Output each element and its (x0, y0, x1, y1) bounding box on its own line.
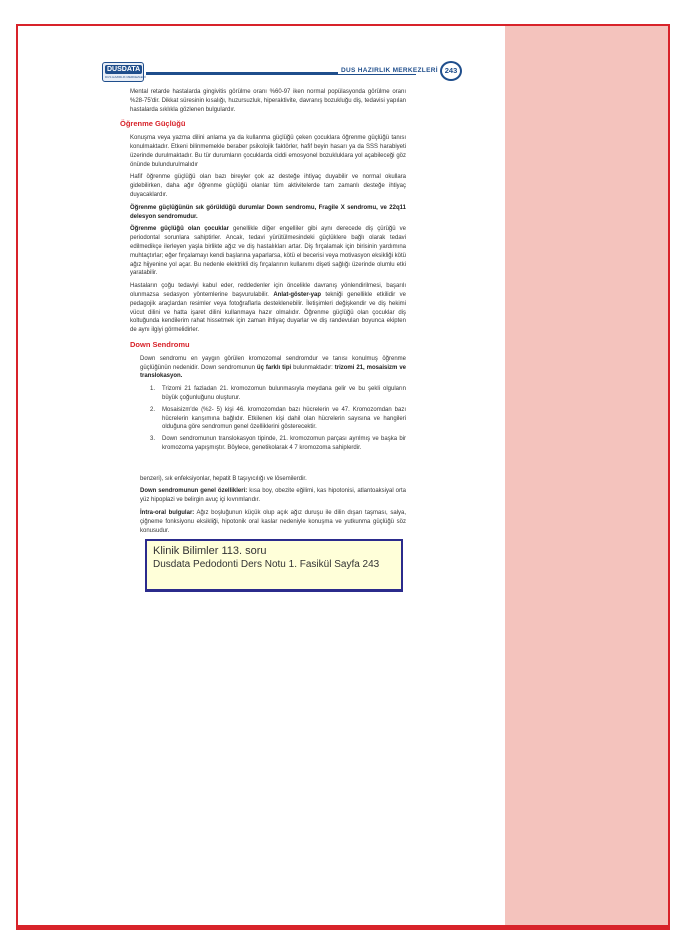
learning-p4-c: tekniği genellikle etkilidir ve pedagojik araçlardan resimler veya fotoğraflarla desteklenebilir. İletişimleri değişkendir ve diş hekimi vücut dilini ve hatta işaret dilini kullanmaya hazır olmalıdır. Öğrenme güçlüğü olan çocuklar diş koltuğunda kendilerim rahat hissetmek için zaman ihtiyaç duyarlar ve diş randevuları boyunca ekipten de aynı ilgiyi görmelidirler. (130, 291, 406, 334)
learning-paragraph-3 (130, 225, 406, 278)
list-item-number: 1. (150, 386, 156, 393)
list-item-number: 2. (150, 406, 156, 413)
logo-subtitle: DUS HAZIRLIK MERKEZLERİ (105, 75, 146, 79)
down-p1-a: Down sendromu en yaygın görülen kromozomal sendromdur ve tanısı konulmuş öğrenme güçlüğünün nedenidir. Down sendromunun (140, 355, 406, 371)
page-header (102, 60, 464, 84)
learning-p3-rest: genellikle diğer engelliler gibi aynı derecede diş çürüğü ve periodontal sorunlara sahiptirler. Ancak, tedavi yürütülmesindeki güçlüklere bağlı olarak tedavi edilmedikçe ilerleyen yaşla birlikte ağız ve diş hastalıkları artar. Diş fırçalamak için birisinin yardımına muhtaçtırlar; eğer fırçalamayı kendi başlarına yaparlarsa, kötü el becerisi veya motivasyon eksikliği kötü ağız hijyenine yol açar. Bu nedenle elektrikli diş fırçalarının kullanımı dişeti sağlığı üzerinde olumlu etki yaratabilir. (130, 226, 406, 277)
down-paragraph-4 (140, 509, 406, 535)
down-paragraph-1 (140, 355, 406, 381)
down-p1-d: trizomi 21, mosaisizm ve translokasyon. (140, 364, 406, 380)
down-p3-lead: Down sendromunun genel özellikleri: (140, 488, 248, 495)
side-panel (505, 26, 668, 925)
down-paragraph-3 (140, 487, 406, 505)
down-section (130, 355, 406, 536)
down-types-list (140, 385, 406, 453)
list-item-text: Down sendromunun translokasyon tipinde, 21. kromozomun parçası ayrılmış ve başka bir kromozoma yapışmıştır. Böylece, genetikolarak 4 7 kromozoma sahiplerdir. (162, 436, 406, 451)
page-frame (16, 24, 670, 930)
learning-p3-lead: Öğrenme güçlüğü olan çocuklar (130, 226, 229, 233)
learning-p4-a: Hastaların çoğu tedaviyi kabul eder, reddedenler için öncelikle davranış yönlendirilmesi, başarılı olunmazsa sedasyon yöntemlerine başvurulabilir. (130, 283, 406, 298)
down-p4-rest: Ağız boşluğunun küçük olup açık ağız duruşu ile dilin dışarı taşması, salya, çiğneme fonksiyonu eksikliği, hipotonik oral kaslar nedeniyle konuşma ve yutkunma güçlüğü söz konusudur. (140, 510, 406, 534)
down-p3-rest: kısa boy, obezite eğilimi, kas hipotonisi, atlantoaksiyal orta yüz hipoplazi ve belirgin avuç içi kıvrımlarıdır. (140, 488, 406, 504)
list-item-text: Mosaisizm'de (%2- 5) kişi 46. kromozomdan bazı hücrelerin ve 47. Kromozomdan bazı hücrelerin karışımına bağlıdır. Etkilenen kişi dahil olan hücrelerin sayısına ve hangileri olduğuna göre sendromun genel özelliklerini gösterecektir. (162, 406, 406, 431)
logo-text: DUSDATA (107, 66, 141, 73)
learning-p4-b: Anlat-göster-yap (273, 291, 322, 298)
list-item (140, 435, 406, 453)
section-title-down: Down Sendromu (130, 339, 190, 349)
source-annotation-box (145, 539, 403, 591)
header-title: DUS HAZIRLIK MERKEZLERİ (338, 67, 441, 74)
down-paragraph-2: benzeri), sık enfeksiyonlar, hepatit B taşıyıcılığı ve lösemilerdir. (140, 475, 307, 482)
down-p4-lead: İntra-oral bulgular: (140, 510, 195, 517)
list-item-text: Trizomi 21 fazladan 21. kromozomun bulunmasıyla meydana gelir ve bu şekli olguların büyük çoğunluğunu oluşturur. (162, 386, 406, 401)
learning-paragraph-2: Hafif öğrenme güçlüğü olan bazı bireyler çok az desteğe ihtiyaç duyabilir ve normal okullara gidebilirken, daha ağır öğrenme güçlüğü olanlar tüm aktivitelerde tam zamanlı desteğe ihtiyaç duyacaklardır. (130, 174, 406, 198)
learning-paragraph-4 (130, 282, 406, 335)
down-p1-b: üç farklı tipi (256, 364, 292, 371)
annotation-source: Dusdata Pedodonti Ders Notu 1. Fasikül Sayfa 243 (153, 559, 380, 570)
list-item (140, 406, 406, 432)
page-content (120, 88, 406, 539)
down-p1-c: bulunmaktadır: (291, 364, 335, 371)
dusdata-logo (102, 62, 144, 82)
list-item (140, 385, 406, 403)
list-item-number: 3. (150, 436, 156, 443)
learning-bold-note: Öğrenme güçlüğünün sık görüldüğü durumlar Down sendromu, Fragile X sendromu, ve 22q11 delesyon sendromudur. (130, 204, 406, 220)
intro-paragraph: Mental retarde hastalarda gingivitis görülme oranı %60-97 iken normal popülasyonda görülme oranı %28-75'dir. Dikkat süresinin kısalığı, huzursuzluk, hiperaktivite, davranış bozukluğu diş, tedavisi yapılan hastalarda sıklıkla gözlenen bulgulardır. (130, 89, 406, 113)
learning-paragraph-1: Konuşma veya yazma dilini anlama ya da kullanma güçlüğü çeken çocuklara öğrenme güçlüğü tanısı konulmaktadır. Etkeni bilinmemekle beraber psikolojik faktörler, hafif beyin hasarı ya da SSS harabiyeti üzerinde durulmaktadır. Bu tür durumların çocuklarda ciddi emosyonel bozukluklara yol açabileceği göz önünde bulundurulmalıdır (130, 135, 406, 168)
page-number: 243 (440, 61, 462, 81)
section-title-learning: Öğrenme Güçlüğü (120, 119, 186, 129)
annotation-question: Klinik Bilimler 113. soru (153, 545, 267, 557)
annotation-box-lower-edge (145, 589, 403, 592)
